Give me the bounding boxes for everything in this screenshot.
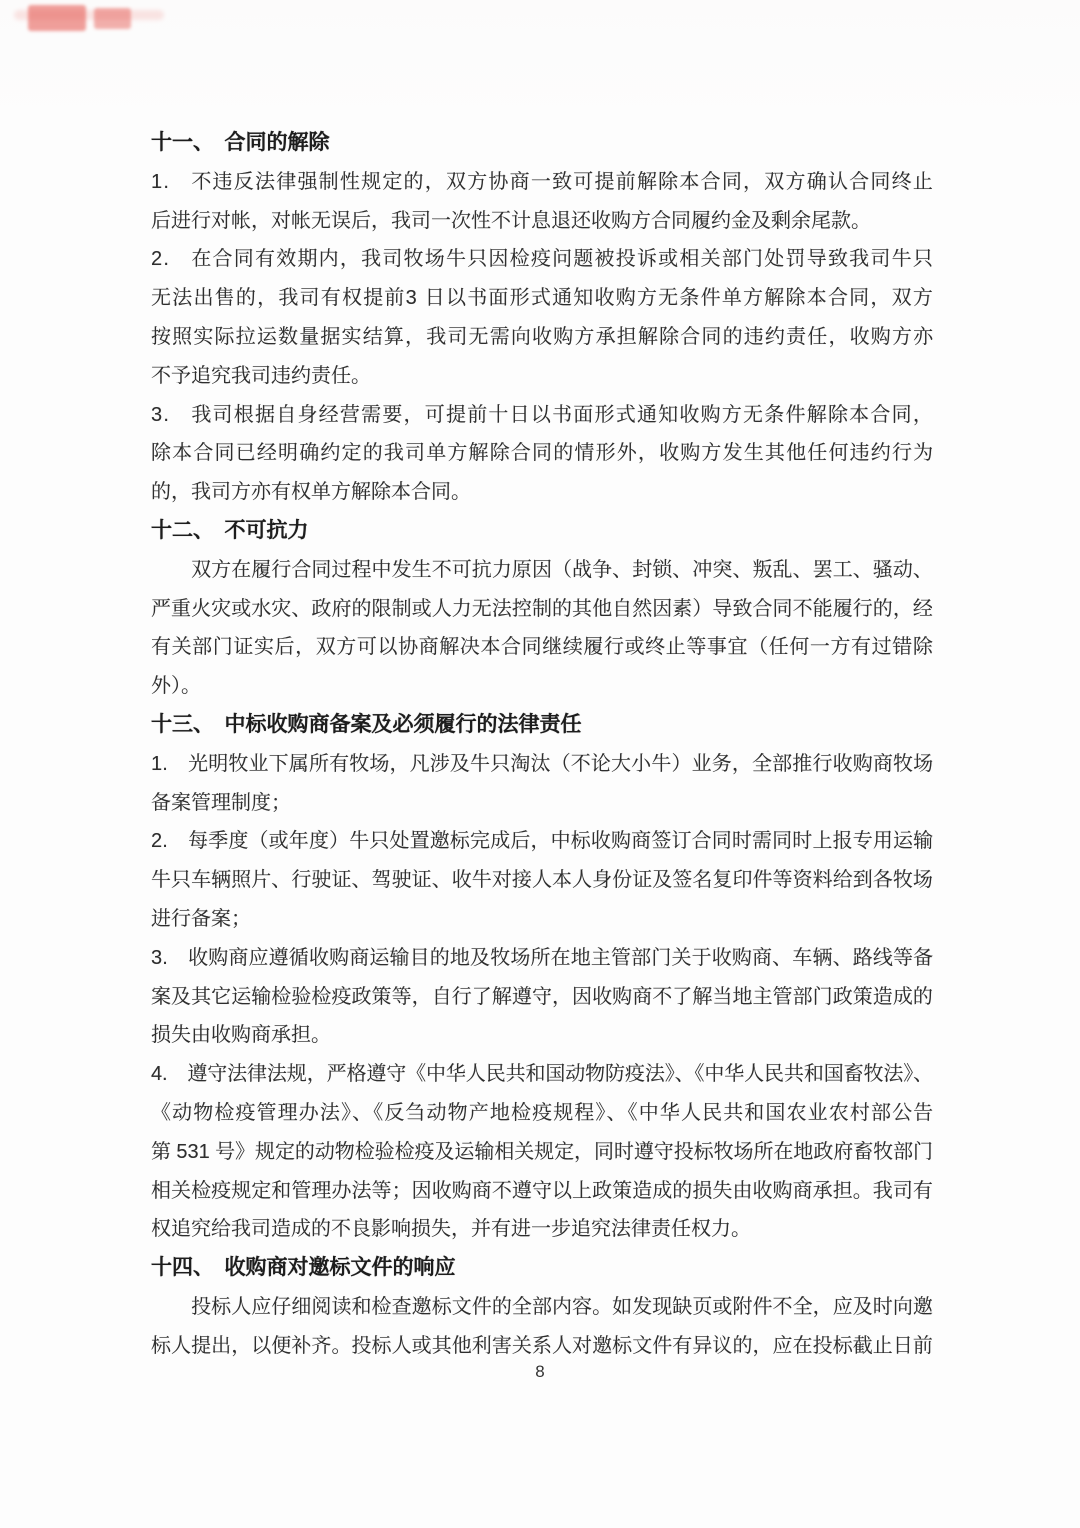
text-line [151,939,933,978]
text-line [151,784,933,823]
line-text: 十一、 合同的解除 [151,131,330,154]
line-text: 不予追究我司违约责任。 [151,364,371,387]
text-line [151,202,933,241]
text-line [151,1210,933,1249]
text-line [151,978,933,1017]
text-line [151,822,933,861]
line-text: 4. 遵守法律法规，严格遵守《中华人民共和国动物防疫法》、《中华人民共和国畜牧法》、 [151,1063,934,1086]
line-text: 权追究给我司造成的不良影响损失，并有进一步追究法律责任权力。 [151,1218,751,1241]
line-text: 1. 不违反法律强制性规定的，双方协商一致可提前解除本合同，双方确认合同终止 [151,170,935,193]
text-line [151,240,933,279]
line-text: 牛只车辆照片、行驶证、驾驶证、收牛对接人本人身份证及签名复印件等资料给到各牧场 [151,869,933,892]
text-line [151,357,933,396]
line-text: 损失由收购商承担。 [151,1024,331,1047]
line-text: 十三、 中标收购商备案及必须履行的法律责任 [151,712,582,736]
line-text: 第 531 号》规定的动物检验检疫及运输相关规定，同时遵守投标牧场所在地政府畜牧部门 [151,1140,933,1163]
text-line [151,318,933,357]
section-heading [151,706,933,745]
line-text: 后进行对帐，对帐无误后，我司一次性不计息退还收购方合同履约金及剩余尾款。 [151,209,871,232]
text-line [151,434,933,473]
text-line [151,628,933,667]
page-number: 8 [535,1362,545,1381]
text-line [151,667,933,706]
text-line [151,473,933,512]
line-text: 有关部门证实后，双方可以协商解决本合同继续履行或终止等事宜（任何一方有过错除 [151,636,934,659]
line-text: 案及其它运输检验检疫政策等，自行了解遵守，因收购商不了解当地主管部门政策造成的 [151,985,933,1008]
line-text: 的，我司方亦有权单方解除本合同。 [151,481,471,504]
line-text: 《动物检疫管理办法》、《反刍动物产地检疫规程》、《中华人民共和国农业农村部公告 [151,1101,935,1124]
text-line [151,1288,933,1327]
line-text: 进行备案； [151,907,251,930]
line-text: 相关检疫规定和管理办法等；因收购商不遵守以上政策造成的损失由收购商承担。我司有 [151,1179,933,1202]
line-text: 十四、 收购商对邀标文件的响应 [151,1256,456,1280]
section-heading [151,1249,933,1288]
document-body [151,0,933,1366]
text-line [151,163,933,202]
text-line [151,1172,933,1211]
line-text: 无法出售的，我司有权提前3 日以书面形式通知收购方无条件单方解除本合同，双方 [151,287,935,310]
section-heading [151,124,933,163]
line-text: 1. 光明牧业下属所有牧场，凡涉及牛只淘汰（不论大小牛）业务，全部推行收购商牧场 [151,752,934,775]
text-line [151,396,933,435]
line-text: 2. 在合同有效期内，我司牧场牛只因检疫问题被投诉或相关部门处罚导致我司牛只 [151,248,935,271]
text-line [151,590,933,629]
line-text: 严重火灾或水灾、政府的限制或人力无法控制的其他自然因素）导致合同不能履行的，经 [151,597,933,620]
line-text: 备案管理制度； [151,791,291,814]
text-line [151,900,933,939]
line-text: 2. 每季度（或年度）牛只处置邀标完成后，中标收购商签订合同时需同时上报专用运输 [151,830,934,853]
text-line [151,1133,933,1172]
line-text: 按照实际拉运数量据实结算，我司无需向收购方承担解除合同的违约责任，收购方亦 [151,325,935,348]
line-text: 双方在履行合同过程中发生不可抗力原因（战争、封锁、冲突、叛乱、罢工、骚动、 [151,558,933,581]
text-line [151,1055,933,1094]
line-text: 投标人应仔细阅读和检查邀标文件的全部内容。如发现缺页或附件不全，应及时向邀 [151,1295,933,1318]
red-stamp-mark-right [94,8,131,29]
line-text: 3. 我司根据自身经营需要，可提前十日以书面形式通知收购方无条件解除本合同， [151,403,935,426]
line-text: 标人提出，以便补齐。投标人或其他利害关系人对邀标文件有异议的，应在投标截止日前 [151,1334,933,1357]
text-line [151,861,933,900]
text-line [151,279,933,318]
text-line [151,1094,933,1133]
red-stamp-mark-left [28,5,86,31]
text-line [151,551,933,590]
line-text: 外）。 [151,675,201,698]
line-text: 除本合同已经明确约定的我司单方解除合同的情形外，收购方发生其他任何违约行为 [151,442,935,465]
text-line [151,745,933,784]
section-heading [151,512,933,551]
text-line [151,1016,933,1055]
line-text: 十二、 不可抗力 [151,518,309,542]
line-text: 3. 收购商应遵循收购商运输目的地及牧场所在地主管部门关于收购商、车辆、路线等备 [151,946,934,969]
text-line [151,1327,933,1366]
